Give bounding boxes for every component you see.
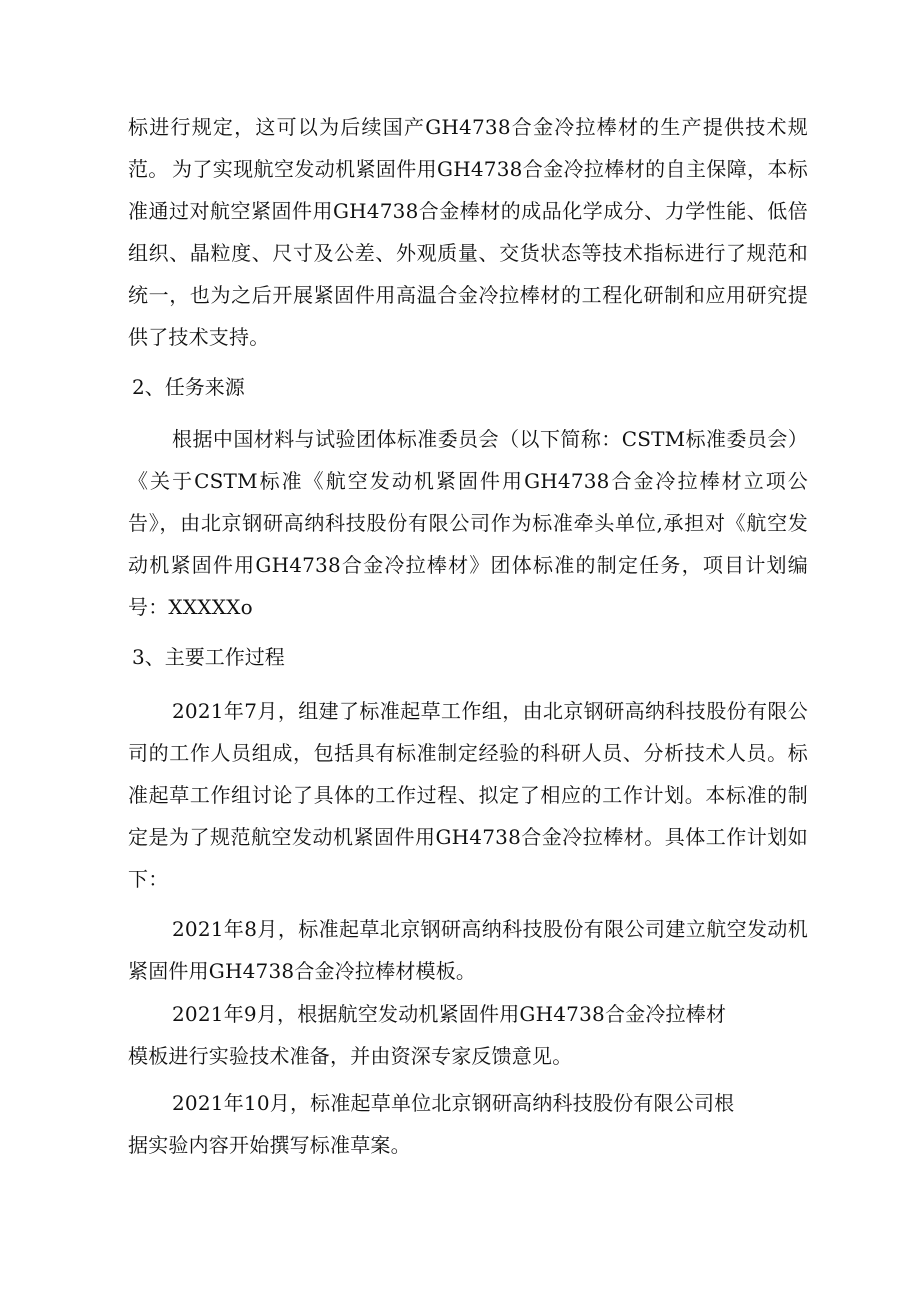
paragraph-september-2021-line1: 2021年9月，根据航空发动机紧固件用GH4738合金冷拉棒材 [172, 1002, 727, 1026]
paragraph-september-2021-line2: 模板进行实验技术准备，并由资深专家反馈意见。 [128, 1044, 573, 1068]
paragraph-task-source: 根据中国材料与试验团体标准委员会（以下简称：CSTM标准委员会）《关于CSTM标准《航空发动机紧固件用GH4738合金冷拉棒材立项公告》，由北京钢研高纳科技股份有限公司作为标准牵头单位,承担对《航空发动机紧固件用GH4738合金冷拉棒材》团体标准的制定任务，项目计划编号：XXXXXo [128, 427, 808, 619]
paragraph-purpose: 为了实现航空发动机紧固件用GH4738合金冷拉棒材的自主保障，本标准通过对航空紧固件用GH4738合金棒材的成品化学成分、力学性能、低倍组织、晶粒度、尺寸及公差、外观质量、交货状态等技术指标进行了规范和统一，也为之后开展紧固件用高温合金冷拉棒材的工程化研制和应用研究提供了技术支持。 [128, 157, 808, 349]
paragraph-standard-intro-end: 标进行规定，这可以为后续国产GH4738合金冷拉棒材的生产提供技术规范。 [128, 115, 808, 181]
section-heading-work-process: 3、主要工作过程 [132, 645, 285, 669]
section-heading-task-source: 2、任务来源 [132, 375, 245, 399]
paragraph-october-2021-line1: 2021年10月，标准起草单位北京钢研高纳科技股份有限公司根 [172, 1091, 735, 1115]
paragraph-october-2021-line2: 据实验内容开始撰写标准草案。 [128, 1133, 411, 1157]
paragraph-august-2021: 2021年8月，标准起草北京钢研高纳科技股份有限公司建立航空发动机紧固件用GH4738合金冷拉棒材模板。 [128, 917, 808, 983]
paragraph-july-2021: 2021年7月，组建了标准起草工作组，由北京钢研高纳科技股份有限公司的工作人员组成，包括具有标准制定经验的科研人员、分析技术人员。标准起草工作组讨论了具体的工作过程、拟定了相应的工作计划。本标准的制定是为了规范航空发动机紧固件用GH4738合金冷拉棒材。具体工作计划如下： [128, 699, 808, 891]
